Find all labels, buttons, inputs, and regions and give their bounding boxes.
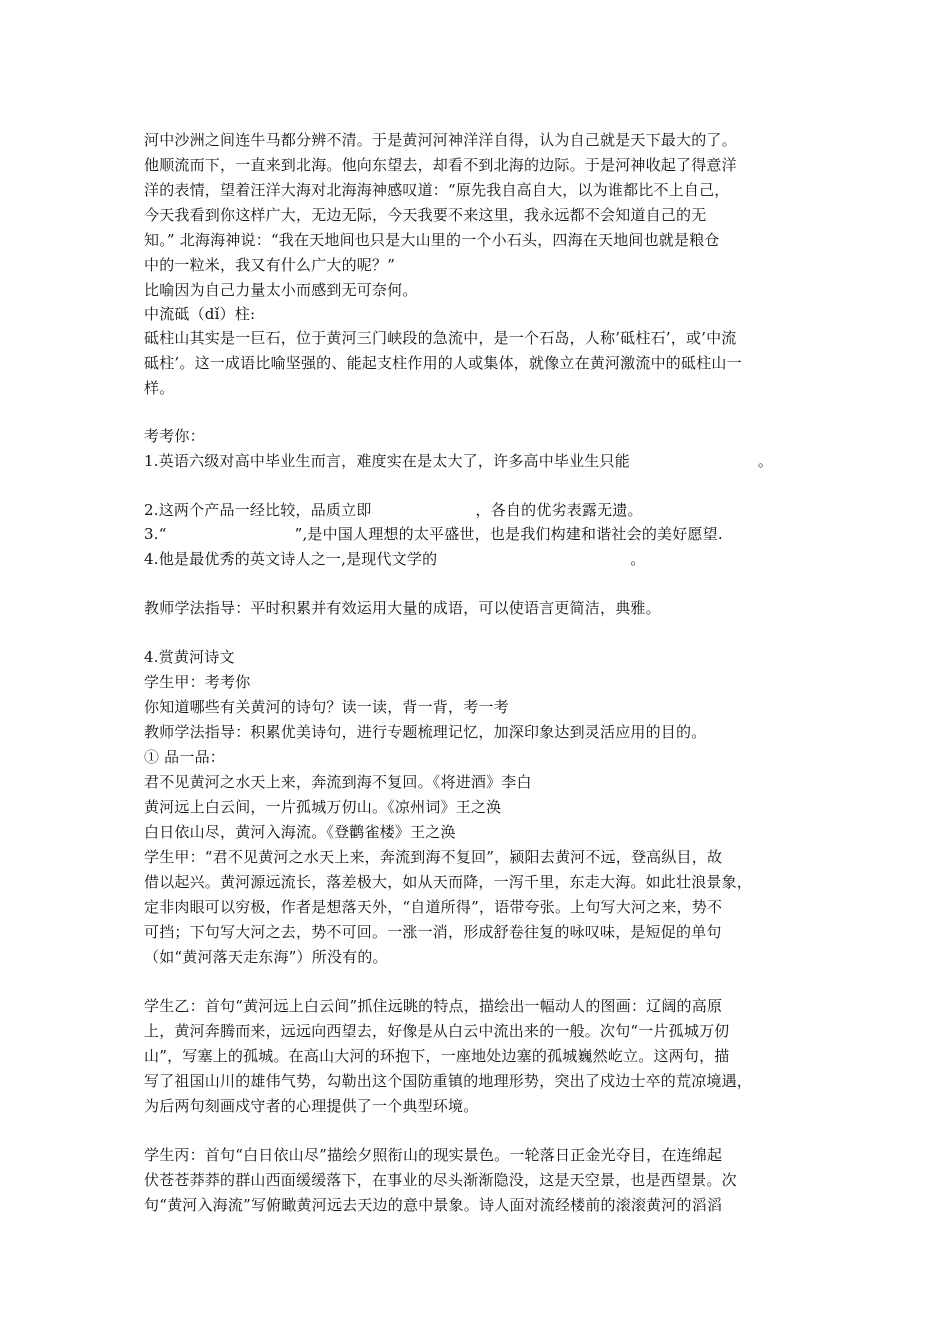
poem-line: 白日依山尽，黄河入海流。《登鹳雀楼》王之涣	[144, 823, 456, 841]
quiz-question-4: 4.他是最优秀的英文诗人之一,是现代文学的 。	[144, 550, 646, 568]
text-line: 借以起兴。黄河源远流长，落差极大，如从天而降，一泻千里，东走大海。如此壮浪景象，	[144, 873, 753, 891]
teacher-guide: 教师学法指导：平时积累并有效运用大量的成语，可以使语言更简洁，典雅。	[144, 599, 661, 617]
quiz-question-2: 2.这两个产品一经比较，品质立即 ，各自的优劣表露无遗。	[144, 501, 643, 519]
text-line: 伏苍苍莽莽的群山西面缓缓落下，在事业的尽头渐渐隐没，这是天空景，也是西望景。次	[144, 1171, 737, 1189]
text-line: 样。	[144, 379, 175, 397]
text-line: 学生甲：考考你	[144, 673, 251, 691]
text-line: 定非肉眼可以穷极，作者是想落天外，“自道所得”，语带夸张。上句写大河之来，势不	[144, 898, 723, 916]
text-line: 可挡；下句写大河之去，势不可回。一涨一消，形成舒卷往复的咏叹味，是短促的单句	[144, 923, 722, 941]
text-line: 学生乙：首句“黄河远上白云间”抓住远眺的特点，描绘出一幅动人的图画：辽阔的高原	[144, 997, 723, 1015]
subsection-title: ① 品一品：	[144, 748, 225, 766]
poem-line: 黄河远上白云间，一片孤城万仞山。《凉州词》王之涣	[144, 798, 502, 816]
text-line: 为后两句刻画戍守者的心理提供了一个典型环境。	[144, 1097, 479, 1115]
text-line: 山”，写塞上的孤城。在高山大河的环抱下，一座地处边塞的孤城巍然屹立。这两句，描	[144, 1047, 730, 1065]
text-line: 砥柱’。这一成语比喻坚强的、能起支柱作用的人或集体，就像立在黄河激流中的砥柱山一	[144, 354, 742, 372]
quiz-question-1: 1.英语六级对高中毕业生而言，难度实在是太大了，许多高中毕业生只能 。	[144, 452, 774, 470]
poem-line: 君不见黄河之水天上来，奔流到海不复回。《将进酒》李白	[144, 773, 532, 791]
text-line: 砥柱山其实是一巨石，位于黄河三门峡段的急流中，是一个石岛，人称’砥柱石’，或’中流	[144, 329, 737, 347]
text-line: 中的一粒米，我又有什么广大的呢？”	[144, 256, 396, 274]
text-line: 你知道哪些有关黄河的诗句？读一读，背一背，考一考	[144, 698, 509, 716]
text-line: 学生甲：“君不见黄河之水天上来，奔流到海不复回”，颍阳去黄河不远，登高纵目，故	[144, 848, 723, 866]
section-title: 4.赏黄河诗文	[144, 648, 235, 666]
teacher-guide: 教师学法指导：积累优美诗句，进行专题梳理记忆，加深印象达到灵活应用的目的。	[144, 723, 707, 741]
quiz-heading: 考考你：	[144, 427, 205, 445]
text-line: 河中沙洲之间连牛马都分辨不清。于是黄河河神洋洋自得，认为自己就是天下最大的了。	[144, 131, 737, 149]
text-line: 写了祖国山川的雄伟气势，勾勒出这个国防重镇的地理形势，突出了戍边士卒的荒凉境遇，	[144, 1072, 753, 1090]
text-line: 比喻因为自己力量太小而感到无可奈何。	[144, 281, 418, 299]
text-line: 学生丙：首句“白日依山尽”描绘夕照衔山的现实景色。一轮落日正金光夺目，在连绵起	[144, 1146, 723, 1164]
quiz-question-3: 3.“ ”,是中国人理想的太平盛世，也是我们构建和谐社会的美好愿望.	[144, 525, 723, 543]
text-line: 他顺流而下，一直来到北海。他向东望去，却看不到北海的边际。于是河神收起了得意洋	[144, 156, 737, 174]
text-line: 句“黄河入海流”写俯瞰黄河远去天边的意中景象。诗人面对流经楼前的滚滚黄河的滔滔	[144, 1196, 723, 1214]
idiom-heading: 中流砥（dǐ）柱:	[144, 305, 256, 323]
text-line: 洋的表情，望着汪洋大海对北海海神感叹道：“原先我自高自大，以为谁都比不上自己，	[144, 181, 730, 199]
text-line: 今天我看到你这样广大，无边无际，今天我要不来这里，我永远都不会知道自己的无	[144, 206, 707, 224]
text-line: 上，黄河奔腾而来，远远向西望去，好像是从白云中流出来的一般。次句“一片孤城万仞	[144, 1022, 730, 1040]
text-line: （如“黄河落天走东海”）所没有的。	[144, 948, 388, 966]
text-line: 知。” 北海海神说：“我在天地间也只是大山里的一个小石头，四海在天地间也就是粮仓	[144, 231, 720, 249]
